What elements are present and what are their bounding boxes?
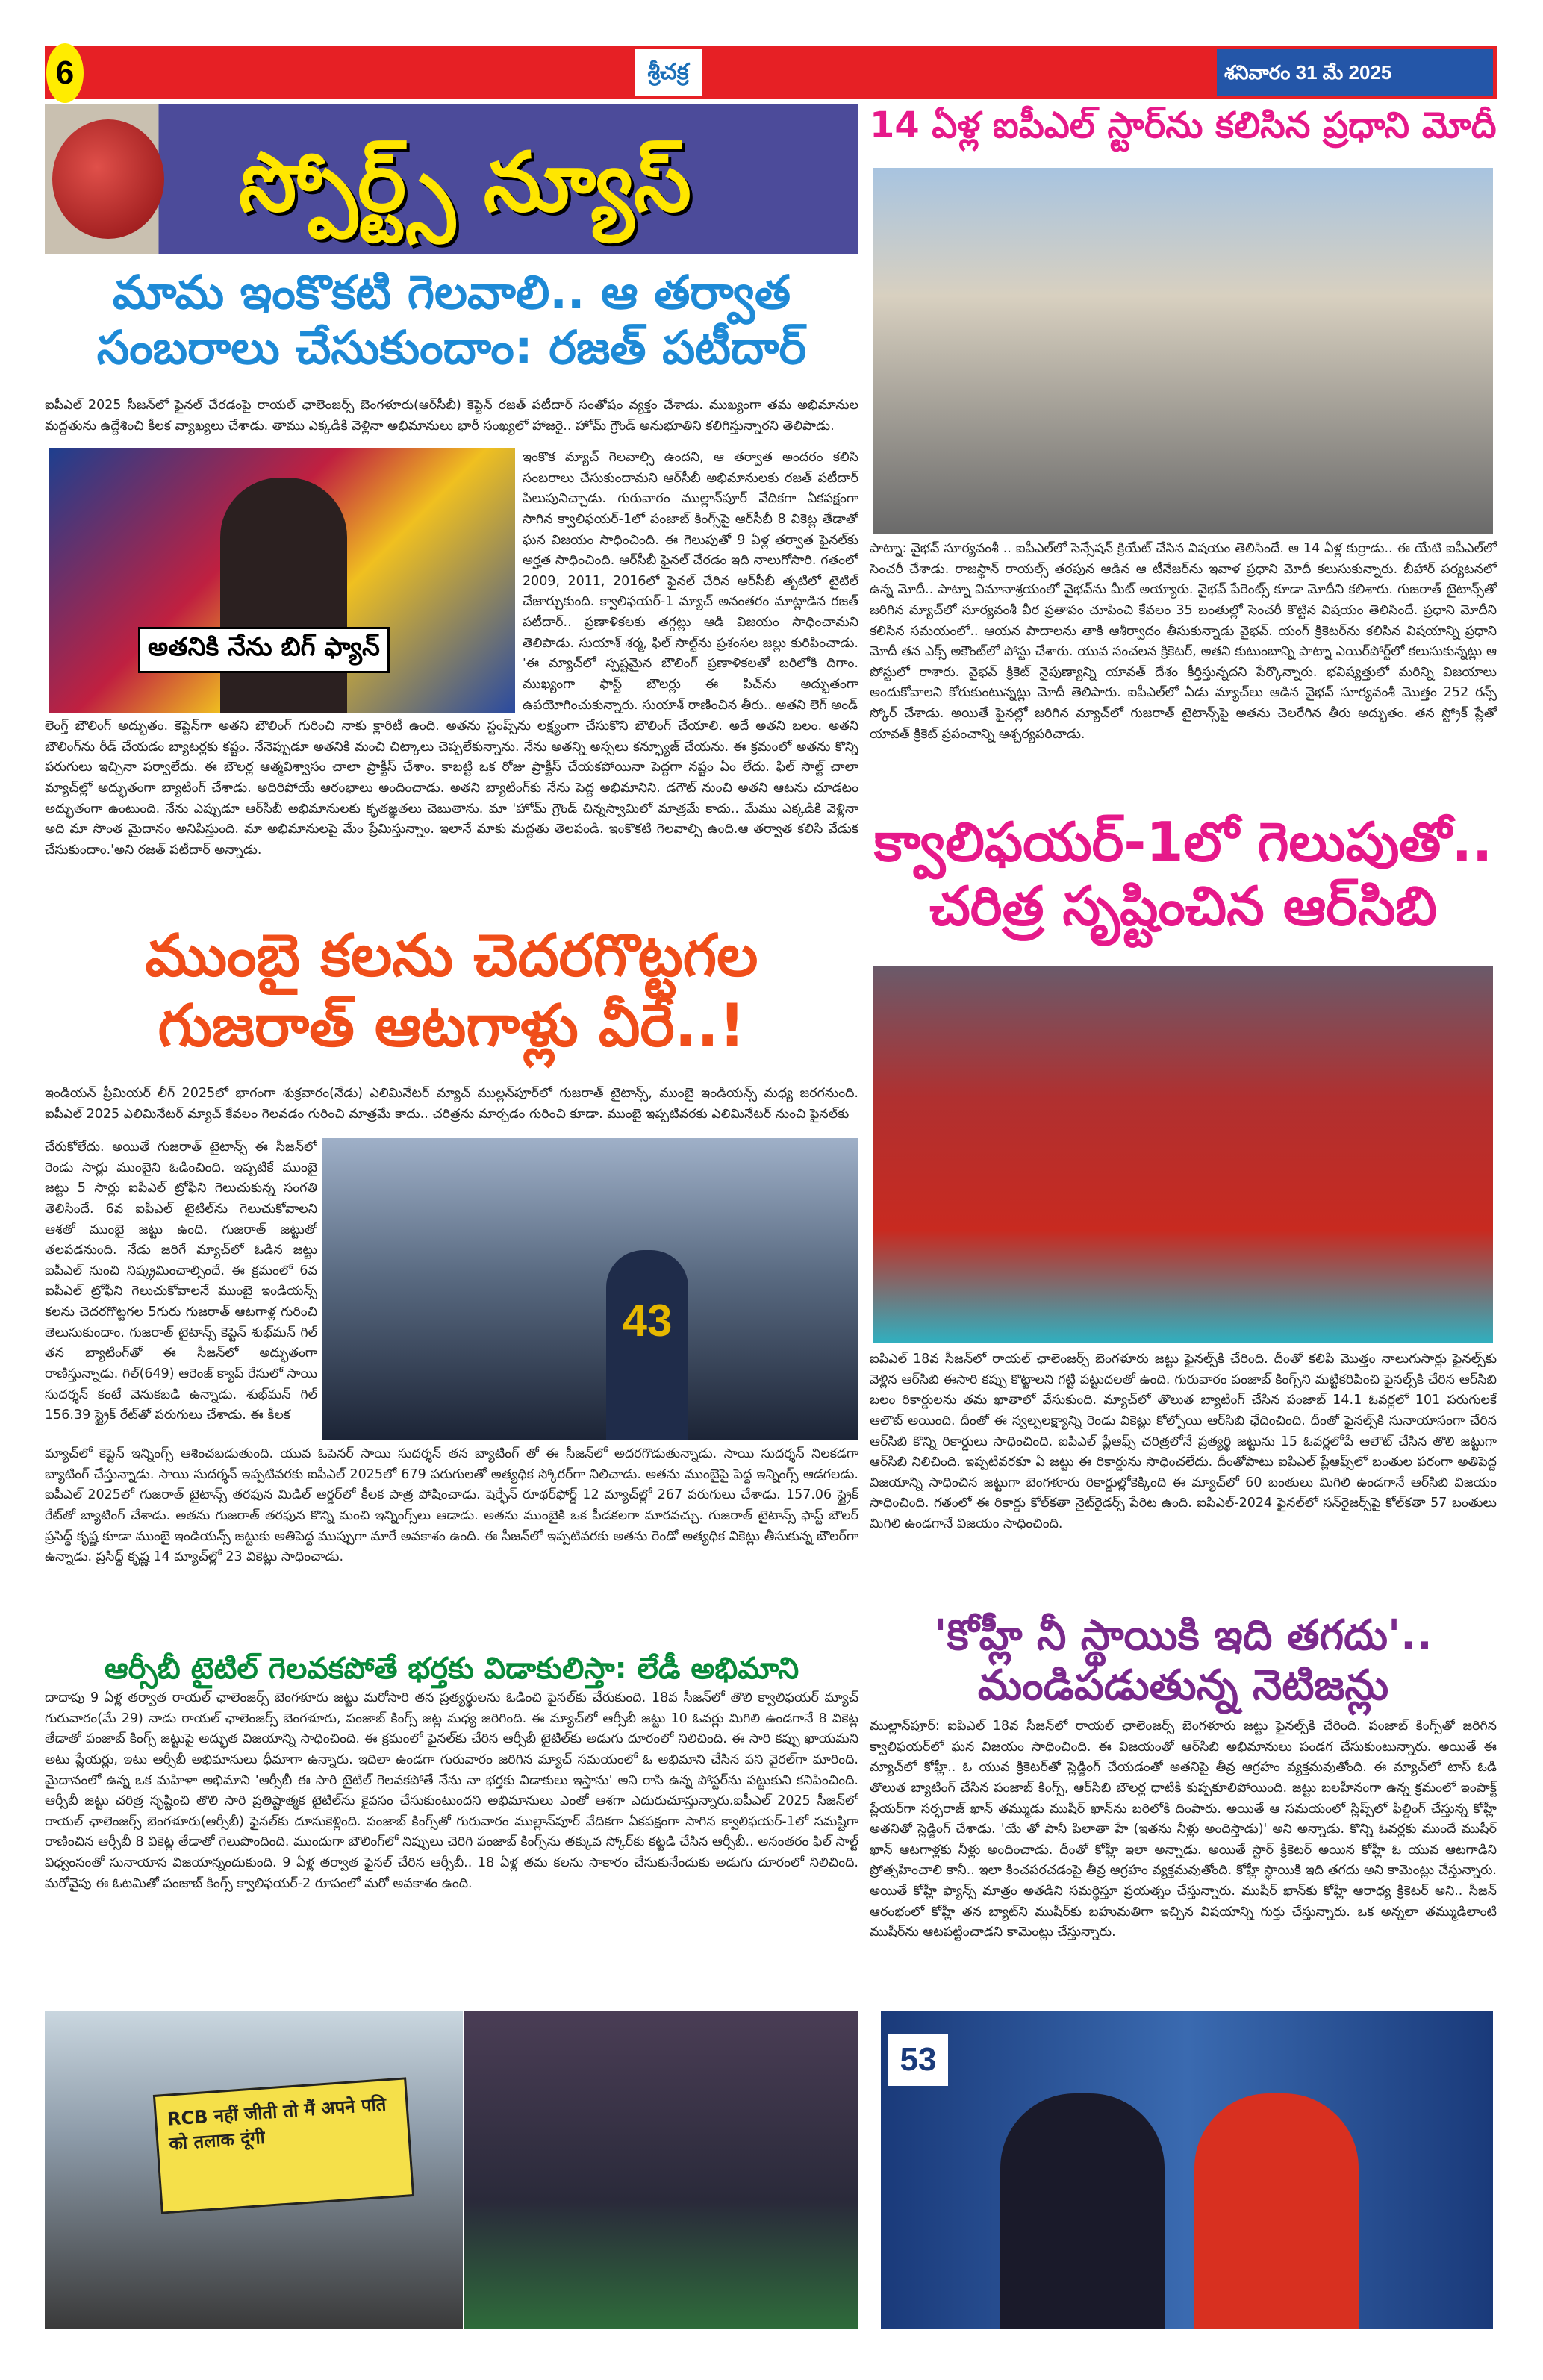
- rcb-team-celebration-photo: [873, 966, 1493, 1343]
- photo-caption: అతనికి నేను బిగ్ ఫ్యాన్: [138, 627, 390, 673]
- newspaper-logo: శ్రీచక్ర: [635, 49, 702, 96]
- lady-fan-photo: [45, 2011, 463, 2329]
- headline-line: మామ ఇంకొకటి గెలవాలి.. ఆ తర్వాత: [112, 265, 791, 319]
- article5-body: ఐపిఎల్ 18వ సీజన్‌లో రాయల్ ఛాలెంజర్స్ బెంగళూరు జట్టు ఫైనల్స్‌కి చేరింది. దీంతో కలిపి మొత్తం నాలుగుసార్లు ఫైనల్స్‌కు వెళ్లిన ఆర్‌సిబి ఈసారి కప్పు కొట్టాలని గట్టి పట్టుదలతో ఉంది. గురువారం పంజాబ్ కింగ్స్‌ని మట్టికరిపించి ఫైనల్స్‌కి చేరిన ఆర్‌సిబి బలం రికార్డులను తమ ఖాతాలో వేసుకుంది. మ్యాచ్‌లో తొలుత బ్యాటింగ్ చేసిన పంజాబ్ 14.1 ఓవర్లలో 101 పరుగులకే ఆలౌట్ అయింది. దీంతో ఈ స్వల్పలక్ష్యాన్ని రెండు వికెట్లు కోల్పోయి ఆర్‌సిబి ఛేదించింది. దీంతో ఫైనల్స్‌కి సునాయాసంగా చేరిన ఆర్‌సిబి కొన్ని రికార్డులు సాధించింది. ఐపిఎల్ ప్లేఆఫ్స్ చరిత్రలోనే ప్రత్యర్థి జట్టును 15 ఓవర్లలోపే ఆలౌట్ చేసిన తొలి జట్టుగా ఆర్‌సిబి నిలిచింది. ఇప్పటివరకూ ఏ జట్టు ఈ రికార్డును సాధించలేదు. దీంతోపాటు ఐపిఎల్ ప్లేఆఫ్స్‌లో బంతుల పరంగా అతిపెద్ద విజయాన్ని సాధించిన జట్టుగా బెంగళూరు రికార్డుల్లోకెక్కింది ఈ మ్యాచ్‌లో 60 బంతులు మిగిలి ఉండగానే ఆర్‌సిబి విజయం సాధించింది. గతంలో ఈ రికార్డు కోల్‌కతా నైట్‌రైడర్స్ పేరిట ఉంది. ఐపిఎల్-2024 ఫైనల్‌లో సన్‌రైజర్స్‌పై కోల్‌కతా 57 బంతులు మిగిలి ఉండగానే విజయం సాధించింది.: [870, 1352, 1497, 1532]
- modi-vaibhav-photo: [873, 168, 1493, 534]
- kohli-musheer-photo: [881, 2011, 1493, 2329]
- fan-placard: RCB नहीं जीती तो मैं अपने पति को तलाक दूंगी: [153, 2077, 414, 2214]
- article3-headline: ఆర్సీబీ టైటిల్ గెలవకపోతే భర్తకు విడాకులిస్తా: లేడీ అభిమాని: [104, 1652, 799, 1686]
- article1-body-side: ఇంకొక మ్యాచ్ గెలవాల్సి ఉందని, ఆ తర్వాత అందరం కలిసి సంబరాలు చేసుకుందామని ఆర్‌సీబీ అభిమానులకు రజత్ పటీదార్ పిలుపునిచ్చాడు. గురువారం ముల్లాన్‌పూర్ వేదికగా ఏకపక్షంగా సాగిన క్వాలిఫయర్-1లో పంజాబ్ కింగ్స్‌పై ఆర్‌సీబీ 8 వికెట్ల తేడాతో ఘన విజయం సాధించింది. ఈ గెలుపుతో 9 ఏళ్ల తర్వాత ఫైనల్‌కు అర్హత సాధించింది. ఆర్‌సీబీ ఫైనల్ చేరడం ఇది నాలుగోసారి. గతంలో 2009, 2011, 2016లో ఫైనల్ చేరిన ఆర్‌సీబీ తృటిలో టైటిల్ చేజార్చుకుంది. క్వాలిఫయర్-1 మ్యాచ్ అనంతరం మాట్లాడిన రజత్ పటీదార్.. ప్రణాళికలకు తగ్గట్లు ఆడి విజయం సాధించామని తెలిపాడు. సుయాశ్ శర్మ, ఫిల్ సాల్ట్‌ను ప్రశంసల జల్లు కురిపించాడు. 'ఈ మ్యాచ్‌లో స్పష్టమైన బౌలింగ్ ప్రణాళికలతో బరిలోకి దిగాం. ముఖ్యంగా ఫాస్ట్ బౌలర్లు ఈ పిచ్‌ను అద్భుతంగా ఉపయోగించుకున్నారు. సుయాశ్ రాణించిన తీరు.. అతని లెగ్ అండ్: [523, 450, 858, 713]
- article2-body-side: చేరుకోలేదు. అయితే గుజరాత్ టైటాన్స్ ఈ సీజన్‌లో రెండు సార్లు ముంబైని ఓడించింది. ఇప్పటికే ముంబై జట్టు 5 సార్లు ఐపీఎల్ ట్రోఫీని గెలుచుకున్న సంగతి తెలిసిందే. 6వ ఐపీఎల్ టైటిల్‌ను గెలుచుకోవాలని ఆశతో ముంబై జట్టు ఉంది. గుజరాత్ జట్టుతో తలపడనుంది. నేడు జరిగే మ్యాచ్‌లో ఓడిన జట్టు ఐపీఎల్ నుంచి నిష్క్రమించాల్సిందే. ఈ క్రమంలో 6వ ఐపీఎల్ ట్రోఫీని గెలుచుకోవాలనే ముంబై ఇండియన్స్ కలను చెదరగొట్టగల 5గురు గుజరాత్ ఆటగాళ్ల గురించి తెలుసుకుందాం. గుజరాత్ టైటాన్స్ కెప్టెన్ శుభ్‌మన్ గిల్ తన బ్యాటింగ్‌తో ఈ సీజన్‌లో అద్భుతంగా రాణిస్తున్నాడు. గిల్(649) ఆరెంజ్ క్యాప్ రేసులో సాయి సుదర్శన్ కంటే వెనుకబడి ఉన్నాడు. శుభ్‌మన్ గిల్ 156.39 స్ట్రైక్ రేట్‌తో పరుగులు చేశాడు. ఈ కీలక: [45, 1140, 317, 1423]
- article2-body-bottom: మ్యాచ్‌లో కెప్టెన్ ఇన్నింగ్స్ ఆశించబడుతుంది. యువ ఓపెనర్ సాయి సుదర్శన్ తన బ్యాటింగ్ తో ఈ సీజన్‌లో అదరగొడుతున్నాడు. సాయి సుదర్శన్ నిలకడగా బ్యాటింగ్ చేస్తున్నాడు. సాయి సుదర్శన్ ఇప్పటివరకు ఐపీఎల్ 2025లో 679 పరుగులతో అత్యధిక స్కోరర్‌గా నిలిచాడు. అతను ముంబైపై పెద్ద ఇన్నింగ్స్ ఆడగలడు. ఐపీఎల్ 2025లో గుజరాత్ టైటాన్స్ తరఫున మిడిల్ ఆర్డర్‌లో కీలక పాత్ర పోషించాడు. షెర్ఫేన్ రూథర్‌ఫోర్డ్ 12 మ్యాచ్‌ల్లో 267 పరుగులు చేశాడు. 157.06 స్ట్రైక్ రేట్‌తో బ్యాటింగ్ చేశాడు. అతను గుజరాత్ తరఫున కొన్ని మంచి ఇన్నింగ్స్‌లు ఆడాడు. అతను ముంబైకి ఒక పీడకలగా మారవచ్చు. గుజరాత్ టైటాన్స్ ఫాస్ట్ బౌలర్ ప్రసిద్ధ్ కృష్ణ కూడా ముంబై ఇండియన్స్ జట్టుకు అతిపెద్ద ముప్పుగా మారే అవకాశం ఉంది. ఈ సీజన్‌లో ఇప్పటివరకు అతను రెండో అత్యధిక వికెట్లు తీసుకున్న బౌలర్‌గా ఉన్నాడు. ప్రసిద్ధ్ కృష్ణ 14 మ్యాచ్‌ల్లో 23 వికెట్లు సాధించాడు.: [45, 1446, 858, 1565]
- article6-headline: [870, 1611, 1497, 1711]
- banner-title: స్పోర్ట్స్ న్యూస్: [239, 134, 692, 230]
- rajat-patidar-photo: [49, 448, 515, 713]
- kohli-figure: [1000, 2093, 1165, 2329]
- gujarat-titans-photo: [322, 1138, 858, 1440]
- headline-line: 'కోహ్లీ నీ స్థాయికి ఇది తగదు'..: [934, 1611, 1433, 1660]
- article1-body-top: ఐపీఎల్ 2025 సీజన్‌లో ఫైనల్ చేరడంపై రాయల్ ఛాలెంజర్స్ బెంగళూరు(ఆర్‌సీబీ) కెప్టెన్ రజత్ పటీదార్ సంతోషం వ్యక్తం చేశాడు. ముఖ్యంగా తమ అభిమానుల మద్దతును ఉద్దేశించి కీలక వ్యాఖ్యలు చేశాడు. తాము ఎక్కడికి వెళ్లినా అభిమానులు భారీ సంఖ్యలో హాజరై.. హోమ్ గ్రౌండ్ అనుభూతిని కలిగిస్తున్నారని తెలిపాడు.: [45, 398, 858, 434]
- sports-news-banner: [45, 104, 858, 254]
- article1-body-bottom: లెంగ్త్ బౌలింగ్ అద్భుతం. కెప్టెన్‌గా అతని బౌలింగ్ గురించి నాకు క్లారిటీ ఉంది. అతను స్టంప్స్‌ను లక్ష్యంగా చేసుకొని బౌలింగ్ చేయాలి. అదే అతని బలం. అతని బౌలింగ్‌ను రీడ్ చేయడం బ్యాటర్లకు కష్టం. నేనెప్పుడూ అతనికి మంచి చిట్కాలు చెప్పలేకున్నాను. నేను అతన్ని అస్సలు కన్ఫ్యూజ్ చేయను. ఈ క్రమంలో అతను కొన్ని పరుగులు ఇచ్చినా పర్వాలేదు. ఈ బౌలర్ల ఆత్మవిశ్వాసం చాలా ప్రాక్టీస్ చేశాం. కాబట్టి ఒక రోజు ప్రాక్టీస్ చేయకపోయినా పెద్దగా నష్టం ఏం లేదు. ఫిల్ సాల్ట్ చాలా మ్యాచ్‌ల్లో అద్భుతంగా బ్యాటింగ్ చేశాడు. అదిరిపోయే ఆరంభాలు అందించాడు. అతని బ్యాటింగ్‌కు నేను పెద్ద అభిమానిని. డగౌట్ నుంచి అతని ఆటను చూడటం అద్భుతంగా ఉంటుంది. నేను ఎప్పుడూ ఆర్‌సీబీ అభిమానులకు కృతజ్ఞతలు చెబుతాను. మా 'హోమ్ గ్రౌండ్ చిన్నస్వామిలో మాత్రమే కాదు.. మేము ఎక్కడికి వెళ్లినా అది మా సొంత మైదానం అనిపిస్తుంది. మా అభిమానులపై మేం ప్రేమిస్తున్నాం. ఇలానే మాకు మద్దతు తెలపండి. ఇంకొకటి గెలవాల్సి ఉంది.ఆ తర్వాత కలిసి వేడుక చేసుకుందాం.'అని రజత్ పటీదార్ అన్నాడు.: [45, 719, 858, 858]
- rcb-batter-photo: [464, 2011, 858, 2329]
- scoreboard-number: 53: [888, 2034, 948, 2086]
- headline-line: గుజరాత్ ఆటగాళ్లు వీరే..!: [158, 992, 746, 1060]
- musheer-figure: [1194, 2093, 1359, 2329]
- article2-body-top: ఇండియన్ ప్రీమియర్ లీగ్ 2025లో భాగంగా శుక్రవారం(నేడు) ఎలిమినేటర్ మ్యాచ్ ముల్లన్‌పూర్‌లో గుజరాత్ టైటాన్స్, ముంబై ఇండియన్స్ మధ్య జరగనుంది. ఐపీఎల్ 2025 ఎలిమినేటర్ మ్యాచ్ కేవలం గెలవడం గురించి మాత్రమే కాదు.. చరిత్రను మార్చడం గురించి కూడా. ముంబై ఇప్పటివరకు ఎలిమినేటర్ నుంచి ఫైనల్‌కు: [45, 1086, 858, 1122]
- player-silhouette: [220, 478, 347, 713]
- article1-headline: [45, 265, 858, 376]
- headline-line: సంబరాలు చేసుకుందాం: రజత్ పటీదార్: [96, 320, 807, 375]
- headline-line: మండిపడుతున్న నెటిజన్లు: [977, 1661, 1389, 1711]
- article4-body: పాట్నా: వైభవ్ సూర్యవంశీ .. ఐపీఎల్‌లో సెన్సేషన్ క్రియేట్ చేసిన విషయం తెలిసిందే. ఆ 14 ఏళ్ల కుర్రాడు.. ఈ యేటి ఐపీఎల్‌లో సెంచరీ చేశాడు. రాజస్థాన్ రాయల్స్ తరపున ఆడిన ఆ టీనేజర్‌ను ఇవాళ ప్రధాని మోదీ కలుసుకున్నారు. బీహార్ పర్యటనలో ఉన్న మోదీ.. పాట్నా విమానాశ్రయంలో వైభవ్‌ను మీట్ అయ్యారు. వైభవ్ పేరెంట్స్ కూడా మోదీని కలిశారు. గుజరాత్ టైటాన్స్‌తో జరిగిన మ్యాచ్‌లో సూర్యవంశీ వీర ప్రతాపం చూపించి కేవలం 35 బంతుల్లో సెంచరీ కొట్టిన విషయం తెలిసిందే. ప్రధాని మోదీని కలిసిన సమయంలో.. ఆయన పాదాలను తాకి ఆశీర్వాదం తీసుకున్నాడు వైభవ్. యంగ్ క్రికెటర్‌ను కలిసిన విషయాన్ని ప్రధాని మోదీ తన ఎక్స్ అకౌంట్‌లో పోస్టు చేశారు. యువ సంచలన క్రికెటర్, అతని కుటుంబాన్ని పాట్నా ఎయిర్‌పోర్ట్‌లో కలుసుకున్నట్లు ఆ పోస్టులో రాశారు. వైభవ్ క్రికెట్ నైపుణ్యాన్ని యావత్ దేశం కీర్తిస్తున్నదని పేర్కొన్నారు. భవిష్యత్తులో మరిన్ని విజయాలు అందుకోవాలని కోరుకుంటున్నట్లు మోదీ తెలిపారు. ఐపీఎల్‌లో ఏడు మ్యాచ్‌లు ఆడిన వైభవ్ సూర్యవంశీ మొత్తం 252 రన్స్ స్కోర్ చేశాడు. అయితే ఫైనల్లో జరిగిన మ్యాచ్‌లో గుజరాత్ టైటాన్స్‌పై అతను చెలరేగిన తీరు అద్భుతం. తన స్ట్రోక్ ప్లేతో యావత్ క్రికెట్ ప్రపంచాన్ని ఆశ్చర్యపరిచాడు.: [870, 541, 1497, 742]
- headline-line: క్వాలిఫయర్-1లో గెలుపుతో..: [873, 810, 1493, 873]
- page-number: 6: [46, 43, 84, 103]
- article6-body: ముల్లాన్‌పూర్: ఐపిఎల్ 18వ సీజన్‌లో రాయల్ ఛాలెంజర్స్ బెంగళూరు జట్టు ఫైనల్స్‌కి చేరింది. పంజాబ్ కింగ్స్‌తో జరిగిన క్వాలిఫయర్‌లో ఘన విజయం సాధించింది. ఈ విజయంతో ఆర్‌సిబి అభిమానులు పండగ చేసుకుంటున్నారు. అయితే ఈ మ్యాచ్‌లో కోహ్లీ.. ఓ యువ క్రికెటర్‌తో స్లెడ్జింగ్ చేయడంతో అతనిపై తీవ్ర ఆగ్రహం వ్యక్తమవుతోంది. ఈ మ్యాచ్‌లో టాస్ ఓడి తొలుత బ్యాటింగ్ చేసిన పంజాబ్ కింగ్స్, ఆర్‌సిబి బౌలర్ల ధాటికి కుప్పకూలిపోయింది. జట్టు బలహీనంగా ఉన్న క్రమంలో ఇంపాక్ట్ ప్లేయర్‌గా సర్ఫరాజ్ ఖాన్ తమ్ముడు ముషీర్ ఖాన్‌ను బరిలోకి దింపారు. అయితే ఆ సమయంలో స్లిప్స్‌లో ఫీల్డింగ్ చేస్తున్న కోహ్లీ అతనితో స్లెడ్జింగ్ చేశాడు. 'యే తో పానీ పిలాతా హే (ఇతను నీళ్లు అందిస్తాడు)' అని అన్నాడు. కొన్ని ఓవర్లకు ముందే ముషీర్ ఖాన్ ఆటగాళ్లకు నీళ్లు అందించాడు. దీంతో కోహ్లీ ఇలా అన్నాడు. అయితే స్టార్ క్రికెటర్ అయిన కోహ్లీ ఓ యువ ఆటగాడిని ప్రోత్సహించాలి కానీ.. ఇలా కించపరచడంపై తీవ్ర ఆగ్రహం వ్యక్తమవుతోంది. కోహ్లీ స్థాయికి ఇది తగదు అని కామెంట్లు చేస్తున్నారు. అయితే కోహ్లీ ఫ్యాన్స్ మాత్రం అతడిని సమర్థిస్తూ ప్రయత్నం చేస్తున్నారు. ముషీర్ ఖాన్‌కు కోహ్లీ ఆరాధ్య క్రికెటర్ అని.. సీజన్ ఆరంభంలో కోహ్లీ తన బ్యాట్‌ని ముషీర్‌కు బహుమతిగా ఇచ్చిన విషయాన్ని గుర్తు చేస్తున్నారు. ఒక అన్నలా తమ్ముడిలాంటి ముషీర్‌ను ఆటపట్టించాడని కామెంట్లు చేస్తున్నారు.: [870, 1719, 1497, 1940]
- headline-line: చరిత్ర సృష్టించిన ఆర్‌సిబి: [929, 875, 1437, 938]
- article3-body: దాదాపు 9 ఏళ్ల తర్వాత రాయల్ ఛాలెంజర్స్ బెంగళూరు జట్టు మరోసారి తన ప్రత్యర్థులను ఓడించి ఫైనల్‌కు చేరుకుంది. 18వ సీజన్‌లో తొలి క్వాలిఫయర్ మ్యాచ్ గురువారం(మే 29) నాడు రాయల్ ఛాలెంజర్స్ బెంగళూరు, పంజాబ్ కింగ్స్ జట్ల మధ్య జరిగింది. ఈ మ్యాచ్‌లో ఆర్సీబీ జట్టు 10 ఓవర్లు మిగిలి ఉండగానే 8 వికెట్ల తేడాతో పంజాబ్ కింగ్స్ జట్టుపై అద్భుత విజయాన్ని సాధించింది. ఈ క్రమంలో ఫైనల్‌కు చేరిన ఆర్సీబీ టైటిల్‌కు అడుగు దూరంలో నిలిచింది. ఈ సారి కప్పు ఖాయమని అటు ప్లేయర్లు, ఇటు ఆర్సీబీ అభిమానులు ధీమాగా ఉన్నారు. ఇదిలా ఉండగా గురువారం జరిగిన మ్యాచ్ సమయంలో ఓ అభిమాని చేసిన పని వైరల్‌గా మారింది. మైదానంలో ఉన్న ఒక మహిళా అభిమాని 'ఆర్సీబీ ఈ సారి టైటిల్ గెలవకపోతే నేను నా భర్తకు విడాకులు ఇస్తాను' అని రాసి ఉన్న పోస్టర్‌ను పట్టుకుని కనిపించింది. ఆర్సీబీ జట్టు చరిత్ర సృష్టించి తొలి సారి ప్రతిష్టాత్మక టైటిల్‌ను కైవసం చేసుకుంటుందని అభిమానులు ఎంతో ఆశగా ఎదురుచూస్తున్నారు.ఐపీఎల్ 2025 సీజన్‌లో రాయల్ ఛాలెంజర్స్ బెంగళూరు(ఆర్సీబీ) ఫైనల్‌కు దూసుకెళ్లింది. పంజాబ్ కింగ్స్‌తో గురువారం ముల్లాన్‌పూర్ వేదికగా ఏకపక్షంగా సాగిన క్వాలిఫయర్-1లో సమష్టిగా రాణించిన ఆర్సీబీ 8 వికెట్ల తేడాతో గెలుపొందింది. ముందుగా బౌలింగ్‌లో నిప్పులు చెరిగి పంజాబ్ కింగ్స్‌ను తక్కువ స్కోర్‌కు కట్టడి చేసిన ఆర్సీబీ.. అనంతరం ఫిల్ సాల్ట్ విధ్వంసంతో సునాయాస విజయాన్నందుకుంది. 9 ఏళ్ల తర్వాత ఫైనల్ చేరిన ఆర్సీబీ.. 18 ఏళ్ల తమ కలను సాకారం చేసుకునేందుకు అడుగు దూరంలో నిలిచింది. మరోవైపు ఈ ఓటమితో పంజాబ్ కింగ్స్ క్వాలిఫయర్-2 రూపంలో మరో అవకాశం ఉంది.: [45, 1690, 858, 1891]
- cricket-ball-icon: [52, 119, 164, 239]
- issue-date: శనివారం 31 మే 2025: [1217, 49, 1493, 96]
- headline-line: ముంబై కలను చెదరగొట్టగల: [145, 922, 758, 990]
- article5-headline: [870, 810, 1497, 939]
- article2-headline: [45, 922, 858, 1061]
- jersey-number: 43: [606, 1250, 688, 1440]
- article4-headline: 14 ఏళ్ల ఐపీఎల్ స్టార్‌ను కలిసిన ప్రధాని మోదీ: [870, 104, 1497, 146]
